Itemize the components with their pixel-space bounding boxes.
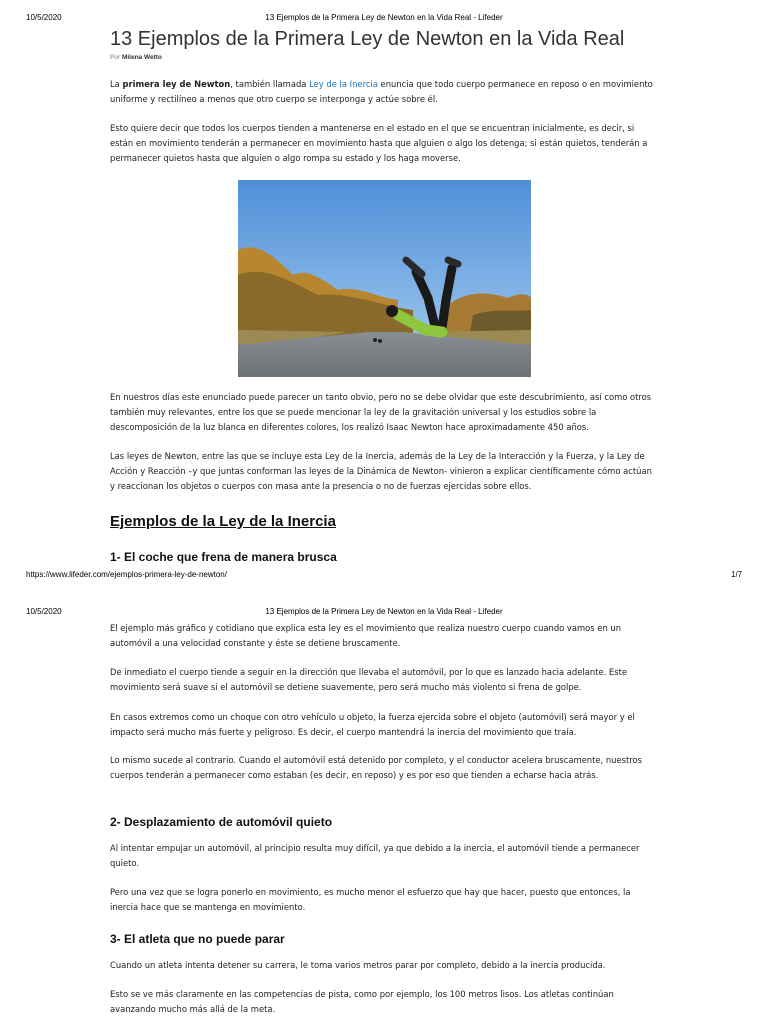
paragraph: El ejemplo más gráfico y cotidiano que explica esta ley es el movimiento que realiza nuestro cuerpo cuando vamos en un automóvil a una velocidad constante y éste se detiene bruscamente. xyxy=(110,623,622,648)
author-name[interactable]: Milena Wetto xyxy=(121,54,162,61)
print-header-title: 13 Ejemplos de la Primera Ley de Newton en la Vida Real - Lifeder xyxy=(265,13,503,22)
intro-text-2: , también llamada xyxy=(230,79,310,89)
paragraph: Lo mismo sucede al contrario. Cuando el automóvil está detenido por completo, y el conductor acelera bruscamente, nuestros cuerpos tenderán a permanecer como estaban (es decir, en reposo) y es por eso que tienden a echarse hacia atrás. xyxy=(110,755,643,780)
byline-prefix: Por xyxy=(110,54,121,61)
paragraph: De inmediato el cuerpo tiende a seguir en la dirección que llevaba el automóvil, por lo que es lanzado hacia adelante. Este movimiento será suave si el automóvil se detiene suavemente, pero será mucho más violento si frena de golpe. xyxy=(110,667,628,692)
print-header-date: 10/5/2020 xyxy=(26,13,62,22)
intro-bold-term: primera ley de Newton xyxy=(122,79,231,89)
print-footer-page-number: 1/7 xyxy=(731,570,743,579)
paragraph: Cuando un atleta intenta detener su carrera, le toma varios metros parar por completo, debido a la inercia producida. xyxy=(110,960,606,970)
paragraph: Al intentar empujar un automóvil, al principio resulta muy difícil, ya que debido a la inercia, el automóvil tiende a permanecer quieto. xyxy=(110,843,640,868)
paragraph: Esto quiere decir que todos los cuerpos tienden a mantenerse en el estado en el que se encuentran inicialmente, es decir, si están en movimiento tenderán a permanecer en movimiento hasta que alguien o algo los detenga; si están quietos, tenderán a permanecer quietos hasta que alguien o algo rompa su estado y los haga moverse. xyxy=(110,123,648,163)
inertia-law-link[interactable]: Ley de la Inercia xyxy=(309,79,378,89)
paragraph: Las leyes de Newton, entre las que se incluye esta Ley de la Inercia, además de la Ley de la Interacción y la Fuerza, y la Ley de Acción y Reacción –y que juntas conforman las leyes de la Dinámica de Newton- vinieron a explicar científicamente cómo actúan y reaccionan los objetos o cuerpos con masa ante la presencia o no de fuerzas ejercidas sobre ellos. xyxy=(110,451,652,491)
section-heading: Ejemplos de la Ley de la Inercia xyxy=(110,513,336,530)
paragraph: En nuestros días este enunciado puede parecer un tanto obvio, pero no se debe olvidar que este descubrimiento, así como otros también muy relevantes, entre los que se puede mencionar la ley de la gravitación universal y los estudios sobre la descomposición de la luz blanca en diferentes colores, los realizó Isaac Newton hace aproximadamente 450 años. xyxy=(110,392,652,432)
example-heading: 1- El coche que frena de manera brusca xyxy=(110,550,337,564)
print-header-date: 10/5/2020 xyxy=(26,607,62,616)
article-title: 13 Ejemplos de la Primera Ley de Newton en la Vida Real xyxy=(110,28,625,50)
print-footer-url[interactable]: https://www.lifeder.com/ejemplos-primera-ley-de-newton/ xyxy=(26,570,227,579)
paragraph: Pero una vez que se logra ponerlo en movimiento, es mucho menor el esfuerzo que hay que hacer, puesto que entonces, la inercia hace que se mantenga en movimiento. xyxy=(110,887,631,912)
paragraph: Esto se ve más claramente en las competencias de pista, como por ejemplo, los 100 metros lisos. Los atletas continúan avanzando mucho más allá de la meta. xyxy=(110,989,614,1014)
paragraph: En casos extremos como un choque con otro vehículo u objeto, la fuerza ejercida sobre el objeto (automóvil) será mayor y el impacto será mucho más fuerte y peligroso. Es decir, el cuerpo mantendrá la inercia del movimiento que traía. xyxy=(110,712,635,737)
intro-text-3: enuncia que todo cuerpo permanece en reposo o en movimiento uniforme y rectilíneo a menos que otro cuerpo se interponga y actúe sobre él. xyxy=(110,79,653,104)
intro-text-1: La xyxy=(110,79,123,89)
print-header-title: 13 Ejemplos de la Primera Ley de Newton en la Vida Real - Lifeder xyxy=(265,607,503,616)
example-heading: 3- El atleta que no puede parar xyxy=(110,932,285,946)
example-heading: 2- Desplazamiento de automóvil quieto xyxy=(110,815,333,829)
